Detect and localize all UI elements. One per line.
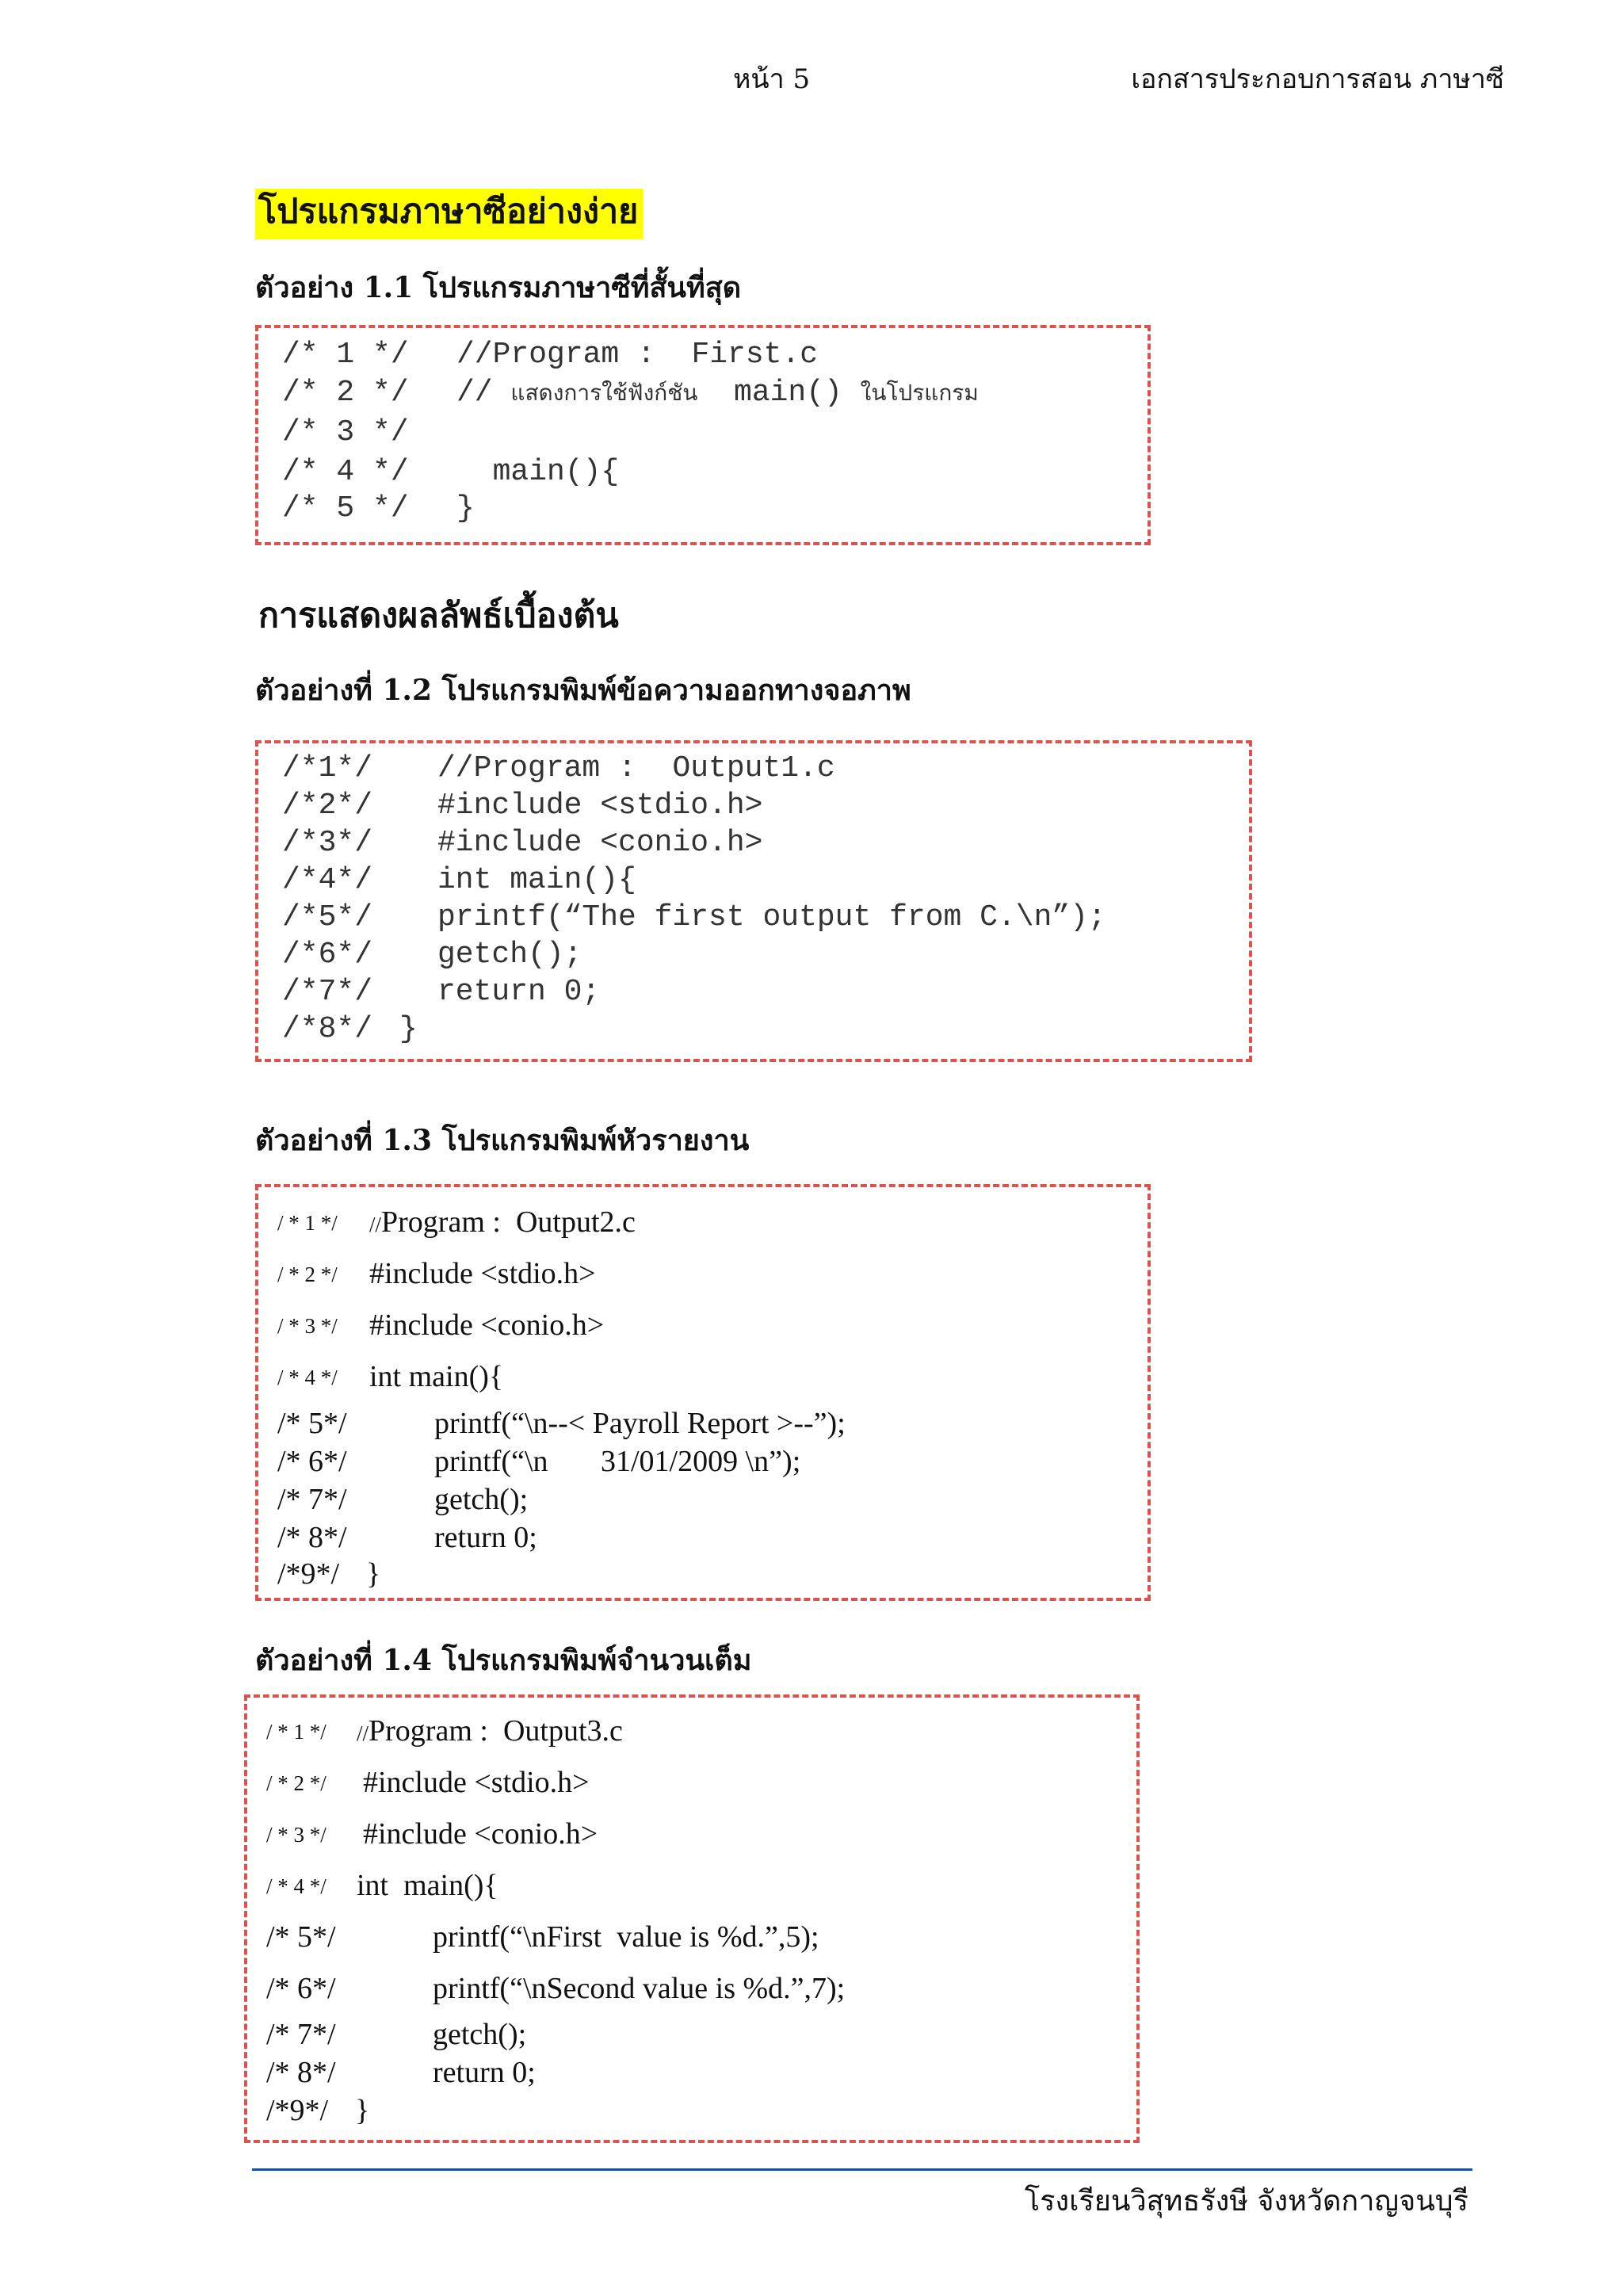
line-number: / * 3 */	[277, 1314, 338, 1338]
line-number: / * 3 */	[266, 1823, 327, 1847]
comment-slashes: //	[357, 1721, 369, 1745]
line-number: / * 1 */	[277, 1211, 338, 1235]
code-box-example-1-3	[255, 1184, 1151, 1601]
code-line	[369, 1205, 636, 1240]
thai-comment-text: แสดงการใช้ฟังก์ชัน	[510, 380, 698, 406]
code-line: #include <stdio.h>	[363, 1766, 590, 1799]
code-line	[357, 1713, 623, 1748]
line-number: /* 6*/	[277, 1445, 347, 1478]
code-line	[456, 376, 979, 411]
comment-slashes: //	[369, 1213, 382, 1236]
code-line: return 0;	[433, 2056, 536, 2089]
line-number: / * 2 */	[266, 1771, 327, 1795]
code-box-example-1-4	[244, 1694, 1140, 2143]
code-line: getch();	[437, 938, 582, 972]
code-line: main(){	[456, 455, 620, 489]
thai-comment-text: ในโปรแกรม	[860, 380, 979, 406]
line-number: /* 3 */	[282, 415, 409, 449]
example-1-1-heading: ตัวอย่าง 1.1 โปรแกรมภาษาซีที่สั้นที่สุด	[255, 271, 742, 304]
code-line: #include <conio.h>	[363, 1817, 598, 1851]
line-number: /*9*/	[277, 1557, 340, 1591]
section-heading-simple-c-program: โปรแกรมภาษาซีอย่างง่าย	[255, 189, 643, 239]
code-line: printf(“\n--< Payroll Report >--”);	[434, 1407, 846, 1440]
code-line: #include <stdio.h>	[437, 789, 763, 823]
code-line: }	[355, 2094, 370, 2127]
line-number: /* 5*/	[266, 1920, 336, 1954]
line-number: /* 7*/	[266, 2018, 336, 2051]
line-number: /*9*/	[266, 2094, 329, 2127]
code-line: #include <conio.h>	[437, 826, 763, 860]
code-line: }	[399, 1012, 418, 1046]
code-text: Program : Output3.c	[369, 1714, 623, 1748]
line-number: /* 6*/	[266, 1972, 336, 2005]
code-line: return 0;	[434, 1521, 537, 1554]
line-number: / * 2 */	[277, 1263, 338, 1286]
page-number: หน้า 5	[733, 63, 811, 95]
code-line: int main(){	[437, 863, 636, 897]
code-line: int main(){	[369, 1360, 504, 1393]
code-line: #include <conio.h>	[369, 1308, 605, 1342]
line-number: / * 4 */	[277, 1366, 338, 1389]
code-line: getch();	[434, 1483, 529, 1516]
code-function-name: main()	[697, 376, 861, 410]
code-text: Program : Output2.c	[381, 1205, 636, 1239]
line-number: /* 8*/	[277, 1521, 347, 1554]
line-number: /* 2 */	[282, 376, 409, 410]
line-number: /* 4 */	[282, 455, 409, 489]
section-heading-basic-output: การแสดงผลลัพธ์เบื้องต้น	[258, 596, 619, 636]
line-number: / * 4 */	[266, 1874, 327, 1898]
line-number: /*2*/	[282, 789, 373, 823]
line-number: /*7*/	[282, 975, 373, 1009]
line-number: /*5*/	[282, 900, 373, 934]
line-number: / * 1 */	[266, 1720, 327, 1744]
line-number: /* 1 */	[282, 338, 409, 372]
footer-school-name: โรงเรียนวิสุทธรังษี จังหวัดกาญจนบุรี	[1024, 2185, 1468, 2218]
code-line: return 0;	[437, 975, 601, 1009]
line-number: /*6*/	[282, 938, 373, 972]
code-line: printf(“\nFirst value is %d.”,5);	[433, 1920, 819, 1954]
line-number: /*3*/	[282, 826, 373, 860]
document-title: เอกสารประกอบการสอน ภาษาซี	[1131, 63, 1504, 95]
example-1-3-heading: ตัวอย่างที่ 1.3 โปรแกรมพิมพ์หัวรายงาน	[255, 1124, 750, 1157]
code-line: printf(“The first output from C.\n”);	[437, 900, 1106, 934]
code-box-example-1-1	[255, 325, 1151, 545]
line-number: /* 5 */	[282, 491, 409, 525]
code-line: //Program : First.c	[456, 338, 819, 372]
footer-divider	[252, 2168, 1472, 2171]
code-line: getch();	[433, 2018, 527, 2051]
code-line: printf(“\n 31/01/2009 \n”);	[434, 1445, 801, 1478]
line-number: /*1*/	[282, 751, 373, 785]
code-comment-prefix: //	[456, 376, 511, 410]
code-line: }	[366, 1557, 381, 1591]
line-number: /*8*/	[282, 1012, 373, 1046]
line-number: /* 7*/	[277, 1483, 347, 1516]
example-1-4-heading: ตัวอย่างที่ 1.4 โปรแกรมพิมพ์จำนวนเต็ม	[255, 1644, 752, 1677]
code-line: printf(“\nSecond value is %d.”,7);	[433, 1972, 846, 2005]
code-line: }	[456, 491, 475, 525]
line-number: /* 8*/	[266, 2056, 336, 2089]
code-line: //Program : Output1.c	[437, 751, 835, 785]
code-line: #include <stdio.h>	[369, 1257, 596, 1290]
line-number: /*4*/	[282, 863, 373, 897]
code-box-example-1-2	[255, 740, 1252, 1062]
code-line: int main(){	[357, 1869, 498, 1902]
line-number: /* 5*/	[277, 1407, 347, 1440]
example-1-2-heading: ตัวอย่างที่ 1.2 โปรแกรมพิมพ์ข้อความออกทางจอภาพ	[255, 674, 911, 707]
